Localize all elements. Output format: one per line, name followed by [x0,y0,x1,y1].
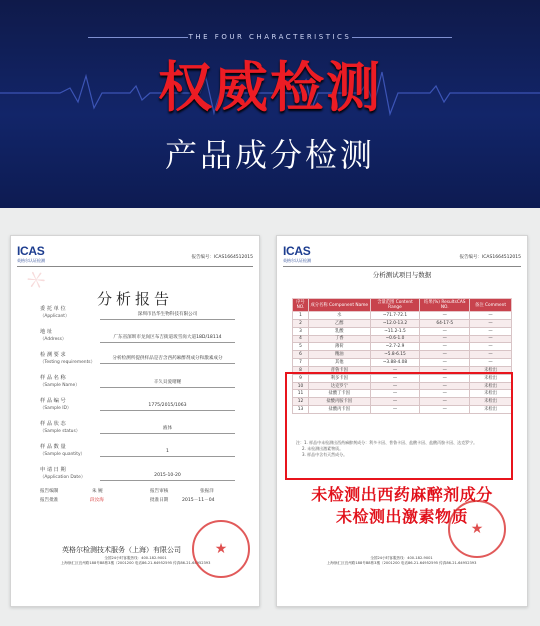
table-cell: ~3.88-4.08 [370,359,420,367]
header-no: 序号 NO. [293,299,309,312]
table-row [293,312,512,320]
field-application-date: 申 请 日 期 （Application Date） [40,467,86,480]
table-cell: 丁香 [308,335,370,343]
watermark: ＊ [21,265,53,298]
table-cell: — [370,366,420,374]
field-sample-quantity: 样 品 数 量 （Sample quantity） [40,444,85,457]
icas-logo: ICAS [17,244,45,258]
table-cell: 未检出 [470,366,512,374]
header-divider [17,266,253,267]
table-cell: 乳酸 [308,327,370,335]
table-row [293,335,512,343]
table-cell: — [420,390,470,398]
report-number: 报告编号：ICAS1664512015 [191,255,253,260]
table-cell: 12 [293,398,309,406]
value-application-date: 2015-10-20 [100,473,235,481]
table-cell: — [420,374,470,382]
table-cell: 未检出 [470,398,512,406]
table-cell: ~5.8-6.15 [370,351,420,359]
label-report-approver: 报告批准 [40,498,59,503]
table-cell: — [420,359,470,367]
table-cell: 64-17-5 [420,319,470,327]
value-sample-name: 辛久貝爱啫喱 [100,380,235,388]
report-notes [296,440,504,458]
name-report-editor: 朱 婉 [92,489,103,494]
subtitle-english: THE FOUR CHARACTERISTICS [188,33,352,41]
header-comment: 备注 Comment [470,299,512,312]
table-cell: 盐酸丙胺卡因 [308,398,370,406]
table-cell: 2 [293,319,309,327]
field-applicant: 委 托 单 位 （Applicant） [40,306,70,319]
header-results: 结果(%) ResultsCAS NO. [420,299,470,312]
table-cell: — [470,351,512,359]
table-cell: — [370,390,420,398]
label-approval-date: 批准日期 [150,498,169,503]
table-cell: — [470,343,512,351]
table-cell: 乙醇 [308,319,370,327]
table-cell: — [370,398,420,406]
table-cell: 3 [293,327,309,335]
table-cell: — [420,366,470,374]
address-line: 上海徐汇区宜州路188号B8栋3楼（2001200 电话86-21-64952595 传真86-21-64952393 [326,561,477,565]
table-cell: ~11.2-1.5 [370,327,420,335]
value-sample-id: 1775/2015/1063 [100,403,235,411]
table-cell: — [420,343,470,351]
table-cell: — [420,335,470,343]
table-cell: 6 [293,351,309,359]
report-title: 分析报告 [96,290,173,308]
table-cell: — [470,319,512,327]
table-cell: 7 [293,359,309,367]
field-sample-id: 样 品 编 号 （Sample ID） [40,398,72,411]
table-cell: — [420,312,470,320]
table-cell: 10 [293,382,309,390]
table-cell: 普鲁卡因 [308,366,370,374]
table-row [293,351,512,359]
official-seal-stamp [448,500,506,558]
table-cell: 其他 [308,359,370,367]
name-report-approver: 段汝海 [90,498,104,503]
table-cell: — [420,398,470,406]
table-row [293,343,512,351]
hotline-line: 全国24小时客服热线：400-182-9001 [370,556,433,560]
page-title: 权威检测 [158,56,382,119]
table-cell: 1 [293,312,309,320]
table-cell: 达克罗宁 [308,382,370,390]
icas-logo-subtitle: 英格尔认证检测 [17,258,45,263]
table-header-row [293,299,512,312]
table-cell: 4 [293,335,309,343]
page-subtitle: 产品成分检测 [164,136,375,174]
value-applicant: 深圳市昌华生物科技有限公司 [100,312,235,320]
label-report-reviewer: 报告审核 [150,489,169,494]
value-address: 广东省深圳市龙岗区布吉街道坂雪岗大道18D/18114 [100,335,235,343]
name-report-reviewer: 张振洋 [200,489,214,494]
note-line-3: 3. 样品中含有天然成分。 [302,452,348,457]
table-cell: 11 [293,390,309,398]
highlight-box [285,372,513,480]
table-row [293,359,512,367]
value-testing-requirements: 分析检测所提供样品是否含西药麻醉剂成分和激素成分 [100,356,235,364]
table-cell: 薄荷 [308,343,370,351]
label-report-editor: 报告编制 [40,489,59,494]
value-approval-date: 2015－11－04 [182,498,215,503]
value-sample-quantity: 1 [100,449,235,457]
table-cell: 盐酸丁卡因 [308,390,370,398]
table-cell: — [470,312,512,320]
table-cell: — [370,382,420,390]
header-banner [0,0,540,208]
table-cell: — [420,382,470,390]
data-heading: 分析测试项目与数据 [372,271,432,279]
table-cell: — [370,406,420,414]
table-cell: 未检出 [470,390,512,398]
field-address: 地 址 （Address） [40,329,67,342]
table-cell: 精油 [308,351,370,359]
field-sample-status: 样 品 状 态 （Sample status） [40,421,81,434]
table-cell: — [420,351,470,359]
table-cell: 利多卡因 [308,374,370,382]
table-cell: 13 [293,406,309,414]
table-cell: — [470,359,512,367]
callout-no-anesthetics: 未检测出西药麻醉剂成分 [311,485,493,504]
table-cell: — [470,335,512,343]
table-cell: — [420,327,470,335]
table-cell: — [370,374,420,382]
table-cell: 未检出 [470,382,512,390]
issuing-company: 英格尔检测技术服务（上海）有限公司 [62,546,181,554]
value-sample-status: 液体 [100,426,235,434]
report-number: 报告编号：ICAS1664512015 [459,255,521,260]
field-sample-name: 样 品 名 称 （Sample Name） [40,375,80,388]
callout-no-hormones: 未检测出激素物质 [335,507,468,526]
table-cell: 未检出 [470,374,512,382]
table-row [293,327,512,335]
table-cell: 8 [293,366,309,374]
table-row [293,319,512,327]
field-testing-requirements: 检 测 要 求 （Testing requirements） [40,352,95,365]
table-cell: — [470,327,512,335]
icas-logo: ICAS [283,244,311,258]
note-line-2: 2. 未检测出激素物质。 [302,446,344,451]
table-cell: 水 [308,312,370,320]
table-cell: 9 [293,374,309,382]
table-cell: ~12.0-13.2 [370,319,420,327]
address-line: 上海徐汇区宜州路188号B8栋3楼（2001200 电话86-21-64952595 传真86-21-64952393 [60,561,211,565]
header-divider [283,266,521,267]
icas-logo-subtitle: 英格尔认证检测 [283,258,311,263]
table-cell: ~2.7-2.9 [370,343,420,351]
table-cell: 5 [293,343,309,351]
table-cell: ~0.6-1.0 [370,335,420,343]
table-cell: 未检出 [470,406,512,414]
table-cell: — [420,406,470,414]
table-cell: ~71.7-72.1 [370,312,420,320]
header-content-range: 含量范围 Content Range [370,299,420,312]
table-cell: 盐酸丙卡因 [308,406,370,414]
note-line-1: 注：1. 样品中未检测出西药麻醉剂成分：利多卡因、普鲁卡因、盐酸卡因、盐酸丙胺卡因、达克罗宁。 [296,440,478,445]
hotline-line: 全国24小时客服热线：400-182-9001 [104,556,167,560]
official-seal-stamp [192,520,250,578]
header-component: 成分名称 Component Name [308,299,370,312]
